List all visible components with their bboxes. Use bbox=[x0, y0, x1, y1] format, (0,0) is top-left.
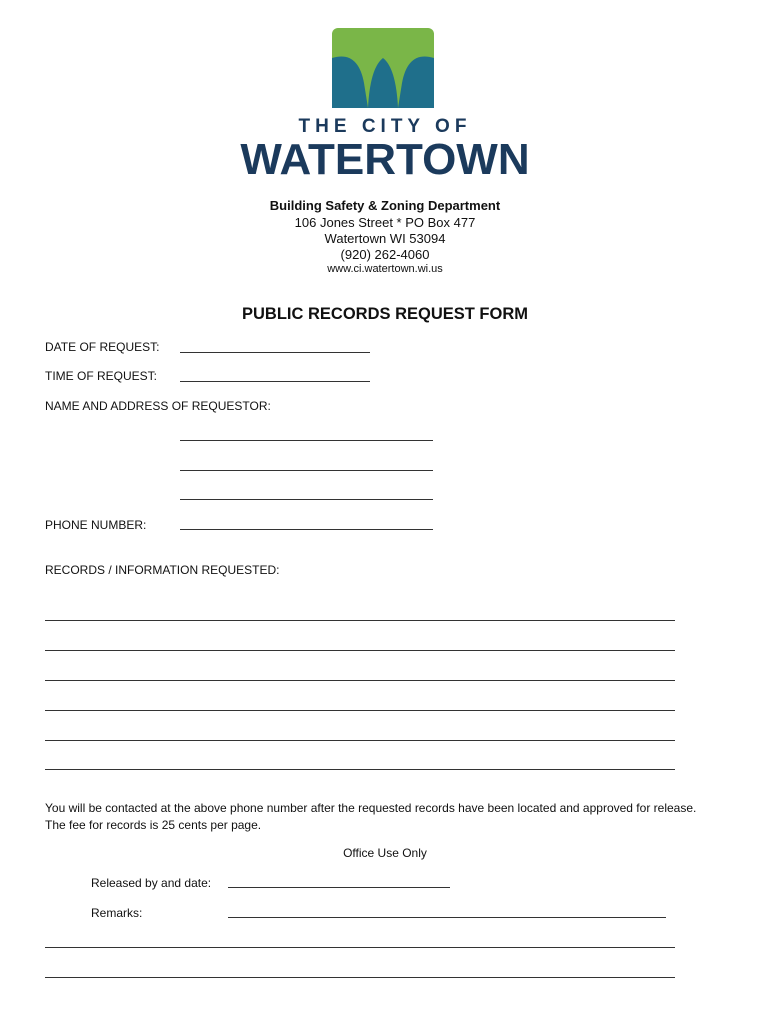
date-label: DATE OF REQUEST: bbox=[45, 340, 160, 354]
logo-city-name: WATERTOWN bbox=[240, 135, 530, 184]
records-label: RECORDS / INFORMATION REQUESTED: bbox=[45, 563, 280, 577]
released-field[interactable] bbox=[228, 887, 450, 888]
name-address-line-3[interactable] bbox=[180, 499, 433, 500]
records-line-1[interactable] bbox=[45, 620, 675, 621]
office-use-heading: Office Use Only bbox=[343, 846, 427, 860]
remarks-line-3[interactable] bbox=[45, 977, 675, 978]
records-line-2[interactable] bbox=[45, 650, 675, 651]
name-address-line-1[interactable] bbox=[180, 440, 433, 441]
phone-label: PHONE NUMBER: bbox=[45, 518, 147, 532]
city-address: Watertown WI 53094 bbox=[324, 231, 446, 246]
remarks-label: Remarks: bbox=[91, 906, 143, 920]
website: www.ci.watertown.wi.us bbox=[327, 263, 443, 275]
form-title: PUBLIC RECORDS REQUEST FORM bbox=[241, 305, 528, 323]
phone-field[interactable] bbox=[180, 529, 433, 530]
city-logo bbox=[218, 28, 552, 188]
time-field[interactable] bbox=[180, 381, 370, 382]
department-name: Building Safety & Zoning Department bbox=[269, 198, 501, 213]
name-address-line-2[interactable] bbox=[180, 470, 433, 471]
records-line-4[interactable] bbox=[45, 710, 675, 711]
department-phone: (920) 262-4060 bbox=[340, 247, 430, 262]
time-label: TIME OF REQUEST: bbox=[45, 369, 158, 383]
date-field[interactable] bbox=[180, 352, 370, 353]
name-address-label: NAME AND ADDRESS OF REQUESTOR: bbox=[45, 399, 271, 413]
records-line-6[interactable] bbox=[45, 769, 675, 770]
arch-logo-icon bbox=[218, 28, 552, 118]
contact-notice: You will be contacted at the above phone number after the requested records have been located and approved for release. The fee for records is 25 cents per page. bbox=[45, 801, 697, 832]
street-address: 106 Jones Street * PO Box 477 bbox=[294, 215, 476, 230]
remarks-line-2[interactable] bbox=[45, 947, 675, 948]
records-line-5[interactable] bbox=[45, 740, 675, 741]
records-line-3[interactable] bbox=[45, 680, 675, 681]
logo-city-of: THE CITY OF bbox=[298, 116, 472, 137]
released-label: Released by and date: bbox=[91, 876, 212, 890]
remarks-line-1[interactable] bbox=[228, 917, 666, 918]
